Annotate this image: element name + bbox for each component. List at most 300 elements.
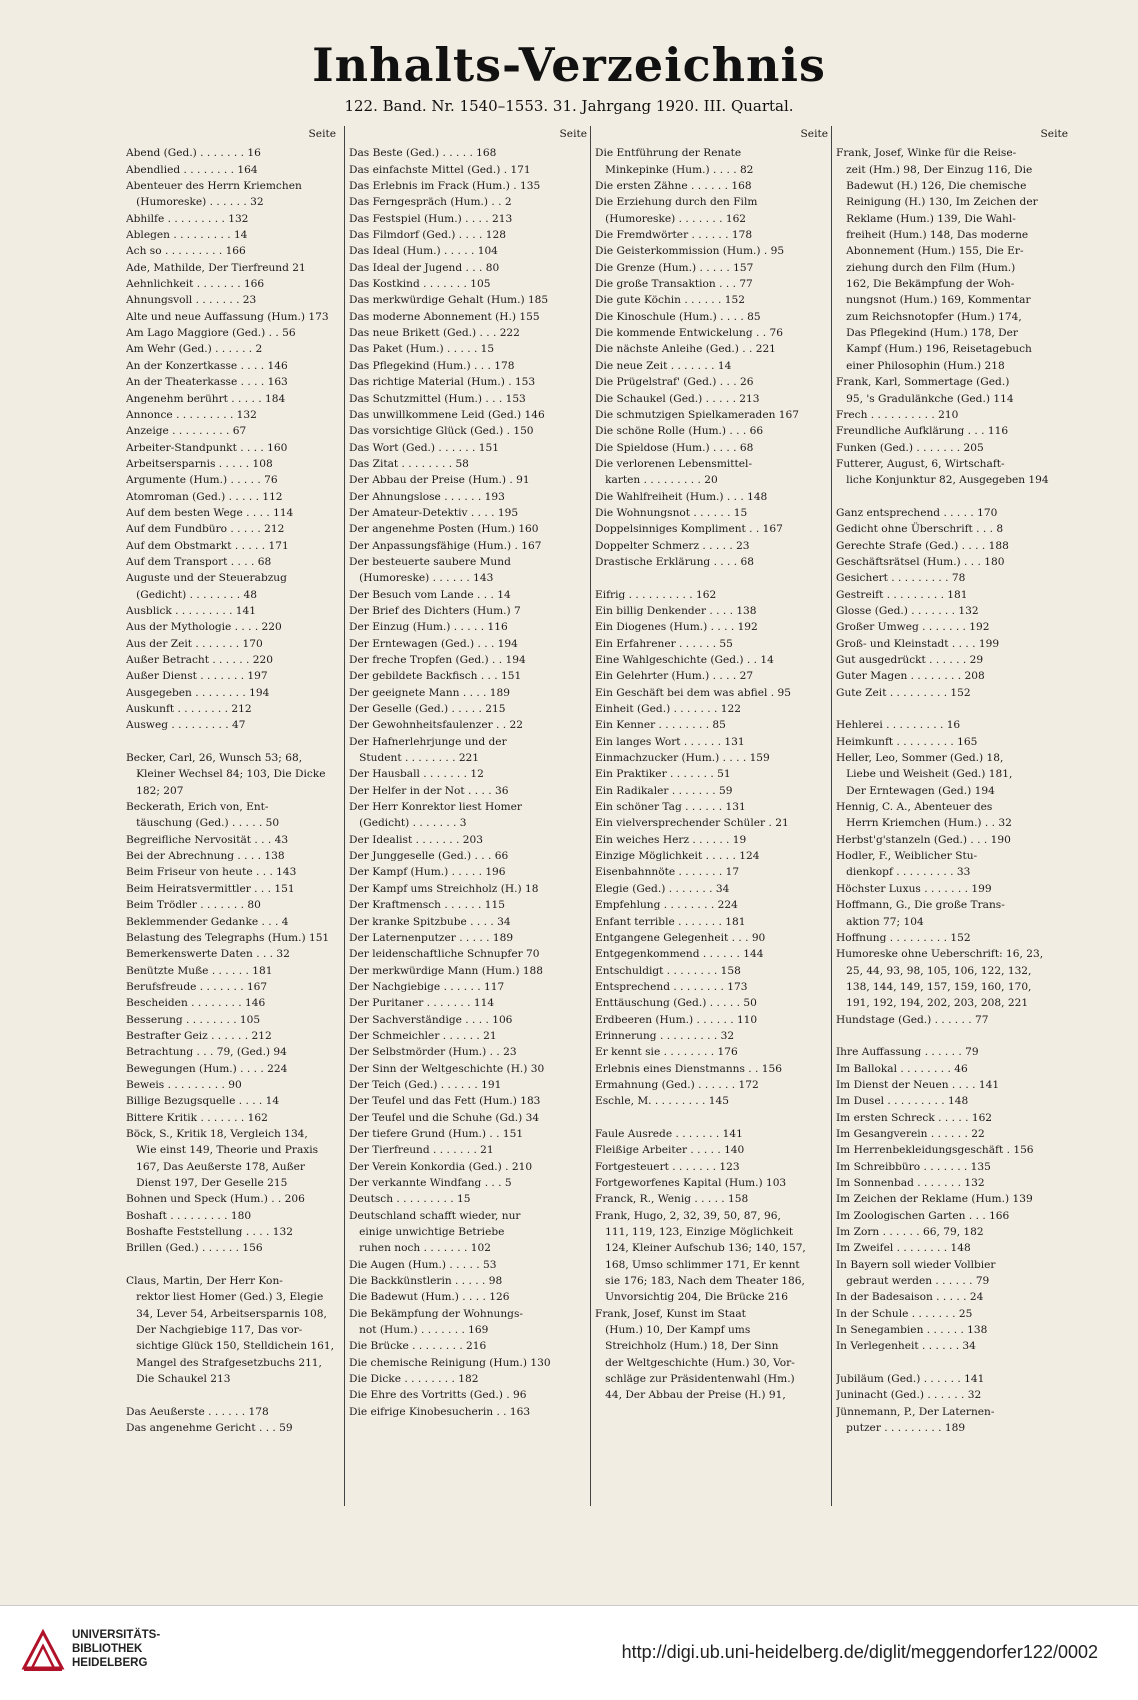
index-entry: Herrn Kriemchen (Hum.) . . 32 <box>836 817 1012 830</box>
index-entry: Empfehlung . . . . . . . . 224 <box>595 899 738 912</box>
index-entry: Der leidenschaftliche Schnupfer 70 <box>349 948 540 961</box>
index-entry: Der Verein Konkordia (Ged.) . 210 <box>349 1160 533 1173</box>
index-entry: Der tiefere Grund (Hum.) . . 151 <box>349 1127 524 1140</box>
index-entry: Fleißige Arbeiter . . . . . 140 <box>595 1144 745 1157</box>
index-entry: Im Zeichen der Reklame (Hum.) 139 <box>836 1193 1033 1206</box>
index-entry: nungsnot (Hum.) 169, Kommentar <box>836 294 1031 307</box>
index-entry: täuschung (Ged.) . . . . . 50 <box>126 817 280 830</box>
index-entry: Atomroman (Ged.) . . . . . 112 <box>126 490 283 503</box>
entry-spacer <box>126 734 336 750</box>
index-entry: 25, 44, 93, 98, 105, 106, 122, 132, <box>836 964 1032 977</box>
index-entry: Entsprechend . . . . . . . . 173 <box>595 980 748 993</box>
index-entry: Der Teich (Ged.) . . . . . . 191 <box>349 1078 502 1091</box>
index-entry: Im Dusel . . . . . . . . . 148 <box>836 1095 969 1108</box>
index-entry: Ihre Auffassung . . . . . . 79 <box>836 1046 979 1059</box>
index-entry: Der freche Tropfen (Ged.) . . 194 <box>349 654 526 666</box>
index-entry: Böck, S., Kritik 18, Vergleich 134, <box>126 1127 308 1140</box>
index-entry: Eschle, M. . . . . . . . . 145 <box>595 1095 729 1108</box>
index-entry: In Verlegenheit . . . . . . 34 <box>836 1340 976 1353</box>
index-entry: Streichholz (Hum.) 18, Der Sinn <box>595 1340 779 1353</box>
index-entry: Deutschland schafft wieder, nur <box>349 1209 521 1222</box>
index-entry: Entgegenkommend . . . . . . 144 <box>595 948 764 961</box>
index-entry: 167, Das Aeußerste 178, Außer <box>126 1160 305 1173</box>
index-entry: Der angenehme Posten (Hum.) 160 <box>349 523 539 536</box>
index-entry: Das angenehme Gericht . . . 59 <box>126 1422 293 1435</box>
index-entry: Ahnungsvoll . . . . . . . 23 <box>126 294 257 307</box>
index-entry: Einzige Möglichkeit . . . . . 124 <box>595 850 760 863</box>
index-entry: Das Wort (Ged.) . . . . . . 151 <box>349 441 499 454</box>
index-entry: Ade, Mathilde, Der Tierfreund 21 <box>126 261 306 274</box>
index-entry: Hodler, F., Weiblicher Stu- <box>836 850 978 863</box>
index-entry: Ein billig Denkender . . . . 138 <box>595 604 757 617</box>
index-entry: Guter Magen . . . . . . . . 208 <box>836 670 985 683</box>
index-entry: Die Kinoschule (Hum.) . . . . 85 <box>595 310 761 323</box>
index-entry: Einheit (Ged.) . . . . . . . 122 <box>595 703 741 716</box>
index-entry: schläge zur Präsidentenwahl (Hm.) <box>595 1373 795 1386</box>
index-entry: Der Gewohnheitsfaulenzer . . 22 <box>349 719 523 732</box>
index-entry: Der Laternenputzer . . . . . 189 <box>349 931 514 944</box>
index-entry: Ablegen . . . . . . . . . 14 <box>126 229 248 242</box>
index-entry: Die Badewut (Hum.) . . . . 126 <box>349 1291 510 1304</box>
index-entry: zum Reichsnotopfer (Hum.) 174, <box>836 310 1022 323</box>
index-entry: Im Sonnenbad . . . . . . . 132 <box>836 1177 985 1189</box>
index-entry: Der Kraftmensch . . . . . . 115 <box>349 899 505 912</box>
index-entry: Die verlorenen Lebensmittel- <box>595 457 753 470</box>
index-entry: Berufsfreude . . . . . . . 167 <box>126 980 268 993</box>
index-entry: 168, Umso schlimmer 171, Er kennt <box>595 1258 800 1271</box>
index-entry: Die Erziehung durch den Film <box>595 196 758 209</box>
index-entry: Jubiläum (Ged.) . . . . . . 141 <box>836 1373 985 1386</box>
index-entry: Im Gesangverein . . . . . . 22 <box>836 1127 985 1140</box>
index-entry: Argumente (Hum.) . . . . . 76 <box>126 474 278 487</box>
index-entry: 191, 192, 194, 202, 203, 208, 221 <box>836 997 1029 1010</box>
index-entry: Die Geisterkommission (Hum.) . 95 <box>595 245 785 258</box>
index-entry: Bestrafter Geiz . . . . . . 212 <box>126 1029 272 1042</box>
index-entry: Das neue Brikett (Ged.) . . . 222 <box>349 327 520 340</box>
index-entry: (Gedicht) . . . . . . . . 48 <box>126 588 258 601</box>
index-entry: Bewegungen (Hum.) . . . . 224 <box>126 1062 288 1075</box>
index-entry: Das Paket (Hum.) . . . . . 15 <box>349 343 495 356</box>
index-entry: Kampf (Hum.) 196, Reisetagebuch <box>836 343 1032 356</box>
index-entry: Die große Transaktion . . . 77 <box>595 278 753 291</box>
index-entry: Beim Friseur von heute . . . 143 <box>126 866 297 879</box>
index-entry: Ein Geschäft bei dem was abfiel . 95 <box>595 686 791 699</box>
index-entry: Das Ferngespräch (Hum.) . . 2 <box>349 196 512 209</box>
page-subtitle: 122. Band. Nr. 1540–1553. 31. Jahrgang 1920. III. Quartal. <box>344 97 794 115</box>
index-entry: Die Augen (Hum.) . . . . . 53 <box>349 1258 497 1271</box>
index-entry: Außer Betracht . . . . . . 220 <box>126 654 273 666</box>
index-entry: An der Theaterkasse . . . . 163 <box>126 376 288 389</box>
index-entry: Ein Gelehrter (Hum.) . . . . 27 <box>595 670 754 683</box>
index-entry: Bittere Kritik . . . . . . . 162 <box>126 1111 268 1124</box>
index-entry: 34, Lever 54, Arbeitsersparnis 108, <box>126 1307 327 1320</box>
index-entry: Der gebildete Backfisch . . . 151 <box>349 670 522 683</box>
index-entry: Auf dem besten Wege . . . . 114 <box>126 506 294 519</box>
index-entry: Der Schmeichler . . . . . . 21 <box>349 1029 497 1042</box>
index-entry: Besserung . . . . . . . . 105 <box>126 1013 261 1026</box>
index-entry: Humoreske ohne Ueberschrift: 16, 23, <box>836 948 1044 961</box>
index-entry: Billige Bezugsquelle . . . . 14 <box>126 1095 280 1108</box>
index-entry: Die chemische Reinigung (Hum.) 130 <box>349 1356 551 1369</box>
index-entry: Die schmutzigen Spielkameraden 167 <box>595 408 800 421</box>
index-entry: Einmachzucker (Hum.) . . . . 159 <box>595 752 770 765</box>
index-entry: Enfant terrible . . . . . . . 181 <box>595 915 746 928</box>
index-entry: Begreifliche Nervosität . . . 43 <box>126 833 289 846</box>
index-entry: Gute Zeit . . . . . . . . . 152 <box>836 686 971 699</box>
index-entry: Ein schöner Tag . . . . . . 131 <box>595 801 746 814</box>
index-entry: Der Idealist . . . . . . . 203 <box>349 833 483 846</box>
library-name-line: BIBLIOTHEK <box>72 1643 143 1655</box>
index-entry: Juninacht (Ged.) . . . . . . 32 <box>836 1389 982 1402</box>
index-entry: Die Dicke . . . . . . . . 182 <box>349 1373 479 1386</box>
index-entry: 95, 's Gradulänkche (Ged.) 114 <box>836 392 1014 405</box>
index-entry: Claus, Martin, Der Herr Kon- <box>126 1275 283 1288</box>
index-entry: Ein langes Wort . . . . . . 131 <box>595 735 745 748</box>
column-header-seite: Seite <box>559 128 587 140</box>
index-entry: Annonce . . . . . . . . . 132 <box>126 408 257 421</box>
index-entry: (Humoreske) . . . . . . 143 <box>349 572 494 585</box>
index-entry: Belastung des Telegraphs (Hum.) 151 <box>126 931 330 944</box>
index-entry: zeit (Hm.) 98, Der Einzug 116, Die <box>836 163 1033 176</box>
index-entry: (Humoreske) . . . . . . 32 <box>126 196 264 209</box>
index-entry: Am Lago Maggiore (Ged.) . . 56 <box>126 327 296 340</box>
entry-list <box>126 145 336 1436</box>
index-entry: Funken (Ged.) . . . . . . . 205 <box>836 441 984 454</box>
index-entry: Das Aeußerste . . . . . . 178 <box>126 1405 269 1418</box>
index-column-4 <box>831 126 1068 1506</box>
index-column-1 <box>126 126 336 1506</box>
index-entry: Freundliche Aufklärung . . . 116 <box>836 425 1009 438</box>
index-entry: karten . . . . . . . . . 20 <box>595 474 718 487</box>
entry-spacer <box>126 1257 336 1273</box>
index-entry: Doppelsinniges Kompliment . . 167 <box>595 523 783 536</box>
index-entry: Ein Radikaler . . . . . . . 59 <box>595 784 733 797</box>
index-entry: Der Abbau der Preise (Hum.) . 91 <box>349 474 530 487</box>
index-entry: Ach so . . . . . . . . . 166 <box>126 245 246 258</box>
index-entry: Frank, Karl, Sommertage (Ged.) <box>836 376 1010 389</box>
entry-spacer <box>595 1110 828 1126</box>
index-entry: Futterer, August, 6, Wirtschaft- <box>836 457 1005 470</box>
index-entry: Der Besuch vom Lande . . . 14 <box>349 588 511 601</box>
index-entry: Der Erntewagen (Ged.) 194 <box>836 784 995 797</box>
index-entry: Fortgeworfenes Kapital (Hum.) 103 <box>595 1177 787 1189</box>
index-entry: Aus der Mythologie . . . . 220 <box>126 621 282 634</box>
index-entry: Das unwillkommene Leid (Ged.) 146 <box>349 408 545 421</box>
index-entry: Im Herrenbekleidungsgeschäft . 156 <box>836 1144 1034 1157</box>
index-entry: Im Zweifel . . . . . . . . 148 <box>836 1242 971 1255</box>
index-entry: Abendlied . . . . . . . . 164 <box>126 163 258 176</box>
index-entry: 162, Die Bekämpfung der Woh- <box>836 278 1015 291</box>
index-entry: Kleiner Wechsel 84; 103, Die Dicke <box>126 768 326 781</box>
index-entry: Erdbeeren (Hum.) . . . . . . 110 <box>595 1013 758 1026</box>
index-entry: Höchster Luxus . . . . . . . 199 <box>836 882 992 895</box>
index-entry: Die kommende Entwickelung . . 76 <box>595 327 783 340</box>
index-entry: Doppelter Schmerz . . . . . 23 <box>595 539 750 552</box>
index-entry: Das Erlebnis im Frack (Hum.) . 135 <box>349 180 541 193</box>
index-entry: Der Hausball . . . . . . . 12 <box>349 768 484 781</box>
index-entry: Ganz entsprechend . . . . . 170 <box>836 506 998 519</box>
index-entry: Beim Trödler . . . . . . . 80 <box>126 899 261 912</box>
index-entry: Auf dem Transport . . . . 68 <box>126 555 272 568</box>
source-url-link[interactable]: http://digi.ub.uni-heidelberg.de/diglit/meggendorfer122/0002 <box>621 1642 1098 1662</box>
index-entry: Die Wohnungsnot . . . . . . 15 <box>595 506 748 519</box>
index-entry: Aehnlichkeit . . . . . . . 166 <box>126 278 265 291</box>
index-entry: Erlebnis eines Dienstmanns . . 156 <box>595 1062 782 1075</box>
index-entry: 44, Der Abbau der Preise (H.) 91, <box>595 1389 786 1402</box>
index-entry: Beweis . . . . . . . . . 90 <box>126 1078 242 1091</box>
index-entry: Auguste und der Steuerabzug <box>126 572 287 585</box>
index-entry: Herbst'g'stanzeln (Ged.) . . . 190 <box>836 833 1011 846</box>
index-entry: Geschäftsrätsel (Hum.) . . . 180 <box>836 555 1005 568</box>
index-entry: Auskunft . . . . . . . . 212 <box>126 703 252 716</box>
index-entry: Ein vielversprechender Schüler . 21 <box>595 817 789 830</box>
index-entry: Die Schaukel (Ged.) . . . . . 213 <box>595 392 760 405</box>
index-entry: Arbeitsersparnis . . . . . 108 <box>126 457 273 470</box>
index-entry: Frank, Hugo, 2, 32, 39, 50, 87, 96, <box>595 1209 781 1222</box>
index-entry: Deutsch . . . . . . . . . 15 <box>349 1193 471 1206</box>
index-entry: Gedicht ohne Überschrift . . . 8 <box>836 523 1004 536</box>
index-entry: Ein Praktiker . . . . . . . 51 <box>595 768 731 781</box>
index-entry: Am Wehr (Ged.) . . . . . . 2 <box>126 343 263 356</box>
index-entry: Im Zorn . . . . . . 66, 79, 182 <box>836 1226 984 1239</box>
index-entry: Der geeignete Mann . . . . 189 <box>349 686 511 699</box>
index-entry: Jünnemann, P., Der Laternen- <box>836 1405 995 1418</box>
index-entry: Die Backkünstlerin . . . . . 98 <box>349 1275 503 1288</box>
index-entry: Der Nachgiebige . . . . . . 117 <box>349 980 505 993</box>
index-entry: Die Bekämpfung der Wohnungs- <box>349 1307 523 1320</box>
index-entry: liche Konjunktur 82, Ausgegeben 194 <box>836 474 1049 487</box>
university-logo-icon <box>20 1628 66 1674</box>
index-entry: Die Fremdwörter . . . . . . 178 <box>595 229 753 242</box>
index-entry: Betrachtung . . . 79, (Ged.) 94 <box>126 1046 287 1059</box>
index-entry: Entgangene Gelegenheit . . . 90 <box>595 931 766 944</box>
index-entry: Der verkannte Windfang . . . 5 <box>349 1177 512 1189</box>
index-entry: Aus der Zeit . . . . . . . 170 <box>126 637 263 650</box>
column-header-seite: Seite <box>308 128 336 140</box>
index-entry: sie 176; 183, Nach dem Theater 186, <box>595 1275 805 1288</box>
index-entry: Das einfachste Mittel (Ged.) . 171 <box>349 163 531 176</box>
index-entry: Hundstage (Ged.) . . . . . . 77 <box>836 1013 989 1026</box>
index-entry: Heller, Leo, Sommer (Ged.) 18, <box>836 752 1004 765</box>
index-entry: Franck, R., Wenig . . . . . 158 <box>595 1193 749 1206</box>
index-entry: Das Zitat . . . . . . . . 58 <box>349 457 469 470</box>
index-entry: Mangel des Strafgesetzbuchs 211, <box>126 1356 322 1369</box>
index-entry: Frank, Josef, Kunst im Staat <box>595 1307 746 1320</box>
library-name <box>72 1628 160 1670</box>
index-entry: einer Philosophin (Hum.) 218 <box>836 359 1005 372</box>
index-entry: Fortgesteuert . . . . . . . 123 <box>595 1160 740 1173</box>
index-entry: Die ersten Zähne . . . . . . 168 <box>595 180 752 193</box>
index-entry: Gesichert . . . . . . . . . 78 <box>836 572 966 585</box>
index-entry: Das Schutzmittel (Hum.) . . . 153 <box>349 392 526 405</box>
index-entry: Das Beste (Ged.) . . . . . 168 <box>349 147 497 160</box>
index-entry: Eine Wahlgeschichte (Ged.) . . 14 <box>595 654 774 666</box>
index-entry: Bei der Abrechnung . . . . 138 <box>126 850 285 863</box>
index-entry: Hoffmann, G., Die große Trans- <box>836 899 1005 912</box>
entry-spacer <box>836 1028 1068 1044</box>
index-entry: Erinnerung . . . . . . . . . 32 <box>595 1029 735 1042</box>
index-entry: Eisenbahnnöte . . . . . . . 17 <box>595 866 740 879</box>
entry-spacer <box>595 570 828 586</box>
index-entry: Die Prügelstraf' (Ged.) . . . 26 <box>595 376 754 389</box>
index-entry: Reinigung (H.) 130, Im Zeichen der <box>836 196 1038 209</box>
index-entry: rektor liest Homer (Ged.) 3, Elegie <box>126 1291 324 1304</box>
index-entry: Der Puritaner . . . . . . . 114 <box>349 997 495 1010</box>
index-entry: Heimkunft . . . . . . . . . 165 <box>836 735 978 748</box>
index-entry: Gut ausgedrückt . . . . . . 29 <box>836 654 984 666</box>
index-entry: Beklemmender Gedanke . . . 4 <box>126 915 289 928</box>
library-name-line: HEIDELBERG <box>72 1657 148 1669</box>
index-entry: Das Pflegekind (Hum.) . . . 178 <box>349 359 515 372</box>
index-entry: Das Ideal der Jugend . . . 80 <box>349 261 500 274</box>
index-entry: Der Hafnerlehrjunge und der <box>349 735 507 748</box>
index-entry: Die Ehre des Vortritts (Ged.) . 96 <box>349 1389 527 1402</box>
index-entry: Becker, Carl, 26, Wunsch 53; 68, <box>126 752 303 765</box>
index-entry: Der Tierfreund . . . . . . . 21 <box>349 1144 494 1157</box>
index-entry: Boshafte Feststellung . . . . 132 <box>126 1226 293 1239</box>
index-entry: Der Sachverständige . . . . 106 <box>349 1013 513 1026</box>
index-entry: Ausblick . . . . . . . . . 141 <box>126 604 257 617</box>
index-entry: Die Brücke . . . . . . . . 216 <box>349 1340 487 1353</box>
index-entry: Alte und neue Auffassung (Hum.) 173 <box>126 310 329 323</box>
index-entry: Die schöne Rolle (Hum.) . . . 66 <box>595 425 764 438</box>
index-entry: Im Ballokal . . . . . . . . 46 <box>836 1062 968 1075</box>
index-entry: Der Helfer in der Not . . . . 36 <box>349 784 509 797</box>
index-entry: Dienst 197, Der Geselle 215 <box>126 1177 288 1189</box>
index-entry: Benützte Muße . . . . . . 181 <box>126 964 273 977</box>
footer-bar <box>0 1605 1138 1700</box>
index-entry: Außer Dienst . . . . . . . 197 <box>126 670 268 683</box>
index-entry: Die nächste Anleihe (Ged.) . . 221 <box>595 343 776 356</box>
index-entry: Ein Kenner . . . . . . . . 85 <box>595 719 726 732</box>
index-entry: dienkopf . . . . . . . . . 33 <box>836 866 971 879</box>
index-entry: Der Erntewagen (Ged.) . . . 194 <box>349 637 518 650</box>
index-entry: Im ersten Schreck . . . . . 162 <box>836 1111 993 1124</box>
index-entry: Die Grenze (Hum.) . . . . . 157 <box>595 261 754 274</box>
index-entry: Er kennt sie . . . . . . . . 176 <box>595 1046 738 1059</box>
index-entry: Im Schreibbüro . . . . . . . 135 <box>836 1160 991 1173</box>
index-entry: Der Teufel und die Schuhe (Gd.) 34 <box>349 1111 540 1124</box>
index-entry: Badewut (H.) 126, Die chemische <box>836 180 1027 193</box>
index-entry: Boshaft . . . . . . . . . 180 <box>126 1209 252 1222</box>
index-entry: Student . . . . . . . . 221 <box>349 752 480 765</box>
index-entry: Hennig, C. A., Abenteuer des <box>836 801 993 814</box>
index-entry: not (Hum.) . . . . . . . 169 <box>349 1324 489 1337</box>
index-entry: Auf dem Fundbüro . . . . . 212 <box>126 523 285 536</box>
index-entry: Frech . . . . . . . . . . 210 <box>836 408 959 421</box>
index-entry: Brillen (Ged.) . . . . . . 156 <box>126 1242 263 1255</box>
index-entry: gebraut werden . . . . . . 79 <box>836 1275 990 1288</box>
index-entry: Der Ahnungslose . . . . . . 193 <box>349 490 505 503</box>
index-entry: Ausweg . . . . . . . . . 47 <box>126 719 246 732</box>
index-entry: Auf dem Obstmarkt . . . . . 171 <box>126 539 289 552</box>
entry-spacer <box>836 489 1068 505</box>
index-entry: ziehung durch den Film (Hum.) <box>836 261 1016 274</box>
index-entry: Groß- und Kleinstadt . . . . 199 <box>836 637 1000 650</box>
index-entry: Der Selbstmörder (Hum.) . . 23 <box>349 1046 517 1059</box>
index-entry: Abend (Ged.) . . . . . . . 16 <box>126 147 261 160</box>
index-entry: Der Sinn der Weltgeschichte (H.) 30 <box>349 1062 545 1075</box>
index-entry: (Gedicht) . . . . . . . 3 <box>349 817 467 830</box>
index-entry: Im Dienst der Neuen . . . . 141 <box>836 1078 1000 1091</box>
index-entry: Der Geselle (Ged.) . . . . . 215 <box>349 703 506 716</box>
index-entry: Das Pflegekind (Hum.) 178, Der <box>836 327 1018 340</box>
index-entry: Frank, Josef, Winke für die Reise- <box>836 147 1017 160</box>
index-entry: Der Einzug (Hum.) . . . . . 116 <box>349 621 508 634</box>
index-entry: Bohnen und Speck (Hum.) . . 206 <box>126 1193 305 1206</box>
index-entry: Abonnement (Hum.) 155, Die Er- <box>836 245 1024 258</box>
index-entry: Der Junggeselle (Ged.) . . . 66 <box>349 850 509 863</box>
index-entry: Liebe und Weisheit (Ged.) 181, <box>836 768 1013 781</box>
index-entry: Eifrig . . . . . . . . . . 162 <box>595 588 717 601</box>
index-entry: Das moderne Abonnement (H.) 155 <box>349 310 540 323</box>
index-entry: In Bayern soll wieder Vollbier <box>836 1258 996 1271</box>
index-entry: Der Herr Konrektor liest Homer <box>349 801 522 814</box>
index-entry: Bescheiden . . . . . . . . 146 <box>126 997 266 1010</box>
index-entry: Anzeige . . . . . . . . . 67 <box>126 425 247 438</box>
page-title: Inhalts-Verzeichnis <box>312 38 826 92</box>
index-entry: Der Brief des Dichters (Hum.) 7 <box>349 604 521 617</box>
entry-list <box>836 145 1068 1436</box>
index-entry: Das Ideal (Hum.) . . . . . 104 <box>349 245 498 258</box>
index-entry: 124, Kleiner Aufschub 136; 140, 157, <box>595 1242 806 1255</box>
column-header-seite: Seite <box>800 128 828 140</box>
index-entry: Der Kampf (Hum.) . . . . . 196 <box>349 866 506 879</box>
index-entry: 111, 119, 123, Einzige Möglichkeit <box>595 1226 794 1239</box>
index-entry: Drastische Erklärung . . . . 68 <box>595 555 754 568</box>
index-column-3 <box>590 126 828 1506</box>
index-entry: Großer Umweg . . . . . . . 192 <box>836 621 990 634</box>
index-entry: In der Badesaison . . . . . 24 <box>836 1291 984 1304</box>
column-header-seite: Seite <box>1040 128 1068 140</box>
index-entry: Glosse (Ged.) . . . . . . . 132 <box>836 604 979 617</box>
entry-spacer <box>836 701 1068 717</box>
index-entry: Die Wahlfreiheit (Hum.) . . . 148 <box>595 490 768 503</box>
index-entry: Das Kostkind . . . . . . . 105 <box>349 278 491 291</box>
entry-list <box>349 145 587 1420</box>
index-entry: Arbeiter-Standpunkt . . . . 160 <box>126 441 288 454</box>
index-entry: Abhilfe . . . . . . . . . 132 <box>126 212 249 225</box>
index-entry: Ausgegeben . . . . . . . . 194 <box>126 686 270 699</box>
index-entry: Die neue Zeit . . . . . . . 14 <box>595 359 732 372</box>
index-entry: Die gute Köchin . . . . . . 152 <box>595 294 745 307</box>
index-entry: Reklame (Hum.) 139, Die Wahl- <box>836 212 1016 225</box>
index-entry: In der Schule . . . . . . . 25 <box>836 1307 973 1320</box>
index-entry: Enttäuschung (Ged.) . . . . . 50 <box>595 997 757 1010</box>
index-entry: Der Nachgiebige 117, Das vor- <box>126 1324 303 1337</box>
index-entry: einige unwichtige Betriebe <box>349 1226 505 1239</box>
index-entry: Beckerath, Erich von, Ent- <box>126 801 269 814</box>
index-entry: Der Kampf ums Streichholz (H.) 18 <box>349 882 539 895</box>
index-entry: Abenteuer des Herrn Kriemchen <box>126 180 302 193</box>
index-entry: Im Zoologischen Garten . . . 166 <box>836 1209 1010 1222</box>
index-entry: Ein weiches Herz . . . . . . 19 <box>595 833 747 846</box>
index-entry: Die eifrige Kinobesucherin . . 163 <box>349 1405 531 1418</box>
index-entry: Ermahnung (Ged.) . . . . . . 172 <box>595 1078 759 1091</box>
index-entry: 182; 207 <box>126 784 184 797</box>
library-name-line: UNIVERSITÄTS- <box>72 1629 161 1641</box>
index-entry: Unvorsichtig 204, Die Brücke 216 <box>595 1291 789 1304</box>
index-entry: Wie einst 149, Theorie und Praxis <box>126 1144 319 1157</box>
index-entry: (Humoreske) . . . . . . . 162 <box>595 212 747 225</box>
index-entry: Hoffnung . . . . . . . . . 152 <box>836 931 971 944</box>
index-entry: Das Filmdorf (Ged.) . . . . 128 <box>349 229 506 242</box>
index-entry: Gestreift . . . . . . . . . 181 <box>836 588 968 601</box>
index-entry: Der Amateur-Detektiv . . . . 195 <box>349 506 519 519</box>
index-entry: Ein Erfahrener . . . . . . 55 <box>595 637 733 650</box>
entry-list <box>595 145 828 1403</box>
index-entry: Der besteuerte saubere Mund <box>349 555 511 568</box>
